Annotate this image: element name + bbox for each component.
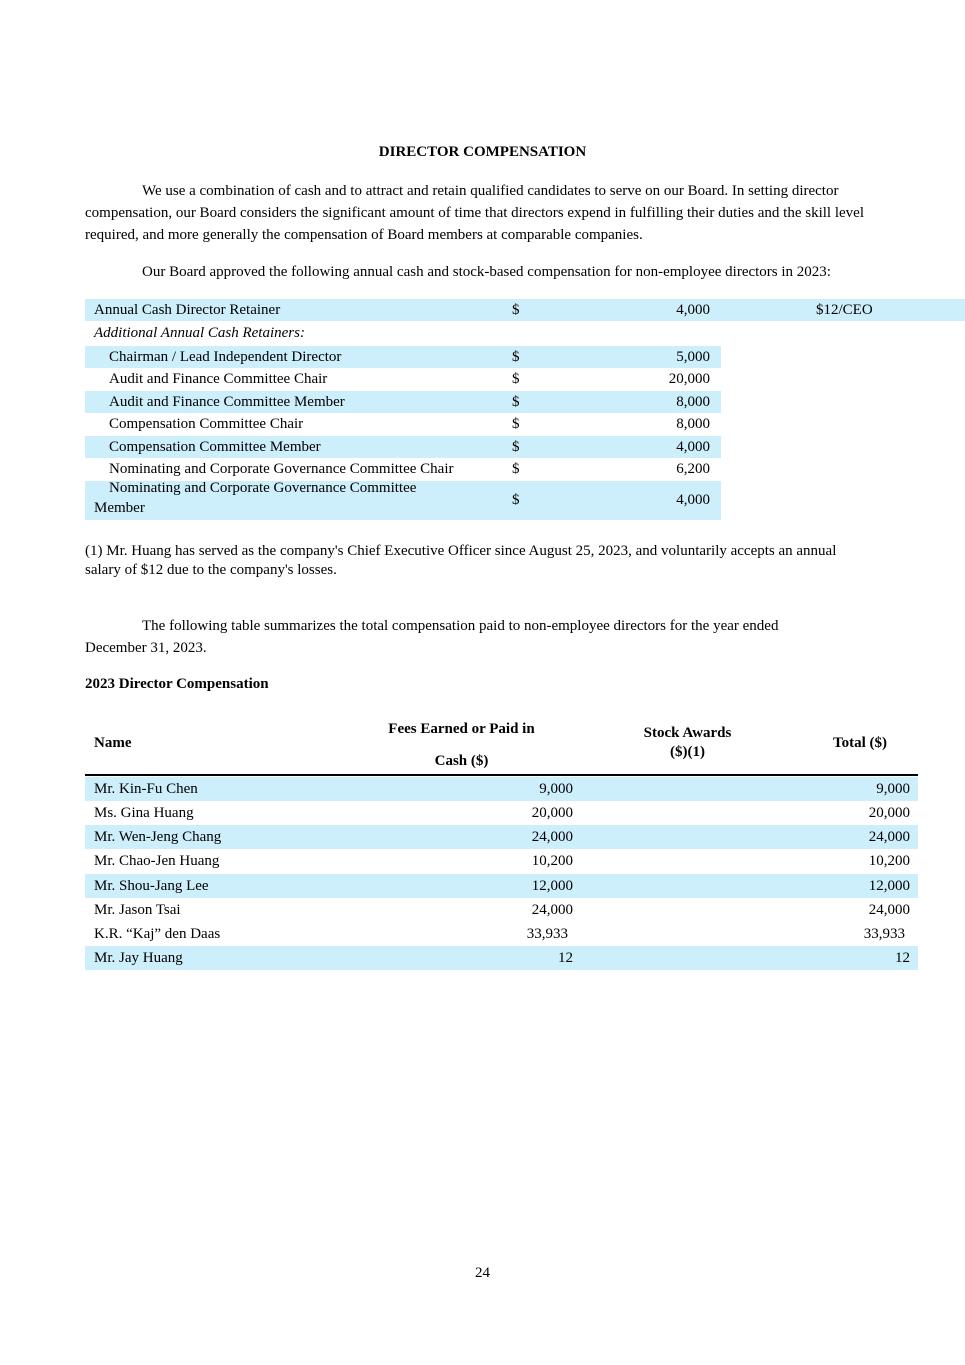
director-name: Ms. Gina Huang	[94, 805, 194, 821]
retainer-row	[85, 481, 721, 520]
dollar-sign: $	[512, 461, 520, 477]
total-value: 12	[895, 950, 910, 966]
dollar-sign: $	[512, 394, 520, 410]
fees-value: 24,000	[531, 829, 573, 845]
page-number: 24	[475, 1265, 490, 1281]
retainer-row	[85, 346, 721, 368]
director-name: Mr. Jason Tsai	[94, 902, 181, 918]
retainer-value: 6,200	[676, 461, 710, 477]
retainer-row	[85, 413, 721, 435]
retainer-label: Audit and Finance Committee Member	[109, 394, 345, 410]
director-name: Mr. Kin-Fu Chen	[94, 781, 198, 797]
fees-value: 12,000	[531, 878, 573, 894]
intro-paragraph: We use a combination of cash and to attract and retain qualified candidates to serve on our Board. In setting director compensation, our Board considers the significant amount of time that directors expend in fulfilling their duties and the skill level required, and more generally the compensation of Board members at comparable companies.	[85, 183, 864, 243]
dollar-sign: $	[512, 416, 520, 432]
table-row	[85, 777, 918, 801]
fees-value: 9,000	[539, 781, 573, 797]
total-value: 12,000	[868, 878, 910, 894]
fees-value: 20,000	[531, 805, 573, 821]
retainer-label: Nominating and Corporate Governance Committee Chair	[109, 461, 454, 477]
retainer-label: Nominating and Corporate Governance Committee	[109, 480, 417, 496]
retainer-ceo-note: $12/CEO	[816, 302, 873, 318]
retainer-row-annual	[85, 299, 965, 321]
director-name: Mr. Chao-Jen Huang	[94, 853, 220, 869]
retainer-value: 5,000	[676, 349, 710, 365]
table-row	[85, 946, 918, 970]
fees-value: 33,933	[526, 926, 568, 942]
total-value: 9,000	[876, 781, 910, 797]
table-row	[85, 849, 918, 873]
additional-retainers-label: Additional Annual Cash Retainers:	[94, 325, 305, 341]
additional-retainers-heading	[85, 322, 721, 344]
retainer-value: 8,000	[676, 394, 710, 410]
table-row	[85, 801, 918, 825]
header-stock-line1: Stock Awards	[643, 725, 732, 741]
dollar-sign: $	[512, 371, 520, 387]
director-name: Mr. Wen-Jeng Chang	[94, 829, 222, 845]
page-title: DIRECTOR COMPENSATION	[378, 144, 587, 160]
retainer-label: Compensation Committee Chair	[109, 416, 304, 432]
retainer-row	[85, 458, 721, 480]
footnote: (1) Mr. Huang has served as the company's Chief Executive Officer since August 25, 2023, and voluntarily accepts an annual salary of $12 due to the company's losses.	[85, 543, 837, 578]
fees-value: 10,200	[531, 853, 573, 869]
header-stock-line2: ($)(1)	[670, 744, 705, 760]
retainer-label: Audit and Finance Committee Chair	[109, 371, 328, 387]
header-name: Name	[94, 735, 132, 751]
total-value: 10,200	[868, 853, 910, 869]
retainer-label: Compensation Committee Member	[109, 439, 321, 455]
header-total: Total ($)	[832, 735, 888, 751]
retainer-value: 4,000	[676, 439, 710, 455]
approval-paragraph: Our Board approved the following annual cash and stock-based compensation for non-employee directors in 2023:	[142, 264, 831, 280]
table-row	[85, 922, 918, 946]
retainer-row	[85, 368, 721, 390]
retainer-label: Annual Cash Director Retainer	[94, 302, 281, 318]
table-row	[85, 898, 918, 922]
header-fees-line2: Cash ($)	[434, 753, 489, 769]
summary-paragraph: The following table summarizes the total compensation paid to non-employee directors for the year ended December 31, 2023.	[85, 618, 779, 656]
director-name: K.R. “Kaj” den Daas	[94, 926, 221, 942]
retainer-row	[85, 391, 721, 413]
retainer-value: 4,000	[676, 302, 710, 318]
dollar-sign: $	[512, 439, 520, 455]
total-value: 24,000	[868, 829, 910, 845]
header-fees-line1: Fees Earned or Paid in	[388, 721, 535, 737]
dollar-sign: $	[512, 492, 520, 508]
table-row	[85, 825, 918, 849]
fees-value: 12	[558, 950, 573, 966]
total-value: 33,933	[863, 926, 905, 942]
retainer-value: 8,000	[676, 416, 710, 432]
header-divider	[85, 774, 918, 776]
retainer-value: 20,000	[668, 371, 710, 387]
table-row	[85, 874, 918, 898]
retainer-value: 4,000	[676, 492, 710, 508]
retainer-row	[85, 436, 721, 458]
total-value: 20,000	[868, 805, 910, 821]
table-title: 2023 Director Compensation	[85, 676, 269, 692]
director-name: Mr. Shou-Jang Lee	[94, 878, 209, 894]
total-value: 24,000	[868, 902, 910, 918]
dollar-sign: $	[512, 302, 520, 318]
director-name: Mr. Jay Huang	[94, 950, 183, 966]
dollar-sign: $	[512, 349, 520, 365]
fees-value: 24,000	[531, 902, 573, 918]
retainer-label-continued: Member	[94, 500, 145, 516]
retainer-label: Chairman / Lead Independent Director	[109, 349, 342, 365]
